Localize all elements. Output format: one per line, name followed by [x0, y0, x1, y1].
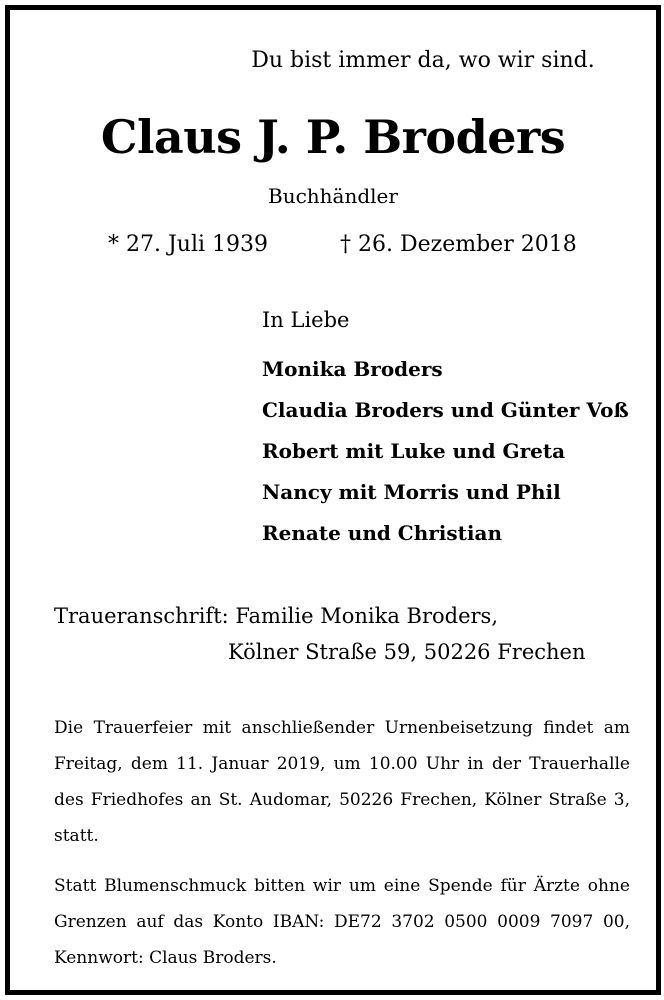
mourner-item: Monika Broders — [262, 357, 443, 381]
mourners-list — [262, 353, 629, 558]
in-love-label: In Liebe — [262, 308, 350, 332]
motto: Du bist immer da, wo wir sind. — [251, 48, 595, 73]
mourner-item: Nancy mit Morris und Phil — [262, 480, 561, 504]
mourning-address — [54, 598, 586, 670]
profession: Buchhändler — [268, 184, 398, 208]
mourner-item: Robert mit Luke und Greta — [262, 439, 566, 463]
ceremony-paragraph: Die Trauerfeier mit anschließender Urnenbeisetzung findet am Freitag, dem 11. Januar 2019, um 10.00 Uhr in der Trauerhalle des Friedhofes an St. Audomar, 50226 Frechen, Kölner Straße 3, statt. — [54, 718, 630, 846]
address-line-1: Traueranschrift: Familie Monika Broders, — [54, 604, 498, 628]
mourner-item: Renate und Christian — [262, 521, 502, 545]
mourner-item: Claudia Broders und Günter Voß — [262, 398, 629, 422]
deceased-name: Claus J. P. Broders — [100, 110, 566, 164]
donation-paragraph: Statt Blumenschmuck bitten wir um eine Spende für Ärzte ohne Grenzen auf das Konto IBAN: DE72 3702 0500 0009 7097 00, Kennwort: Claus Broders. — [54, 876, 630, 968]
obituary-frame — [5, 5, 661, 995]
death-date: † 26. Dezember 2018 — [340, 232, 577, 257]
address-line-2: Kölner Straße 59, 50226 Frechen — [228, 640, 586, 664]
birth-date: * 27. Juli 1939 — [108, 232, 269, 257]
